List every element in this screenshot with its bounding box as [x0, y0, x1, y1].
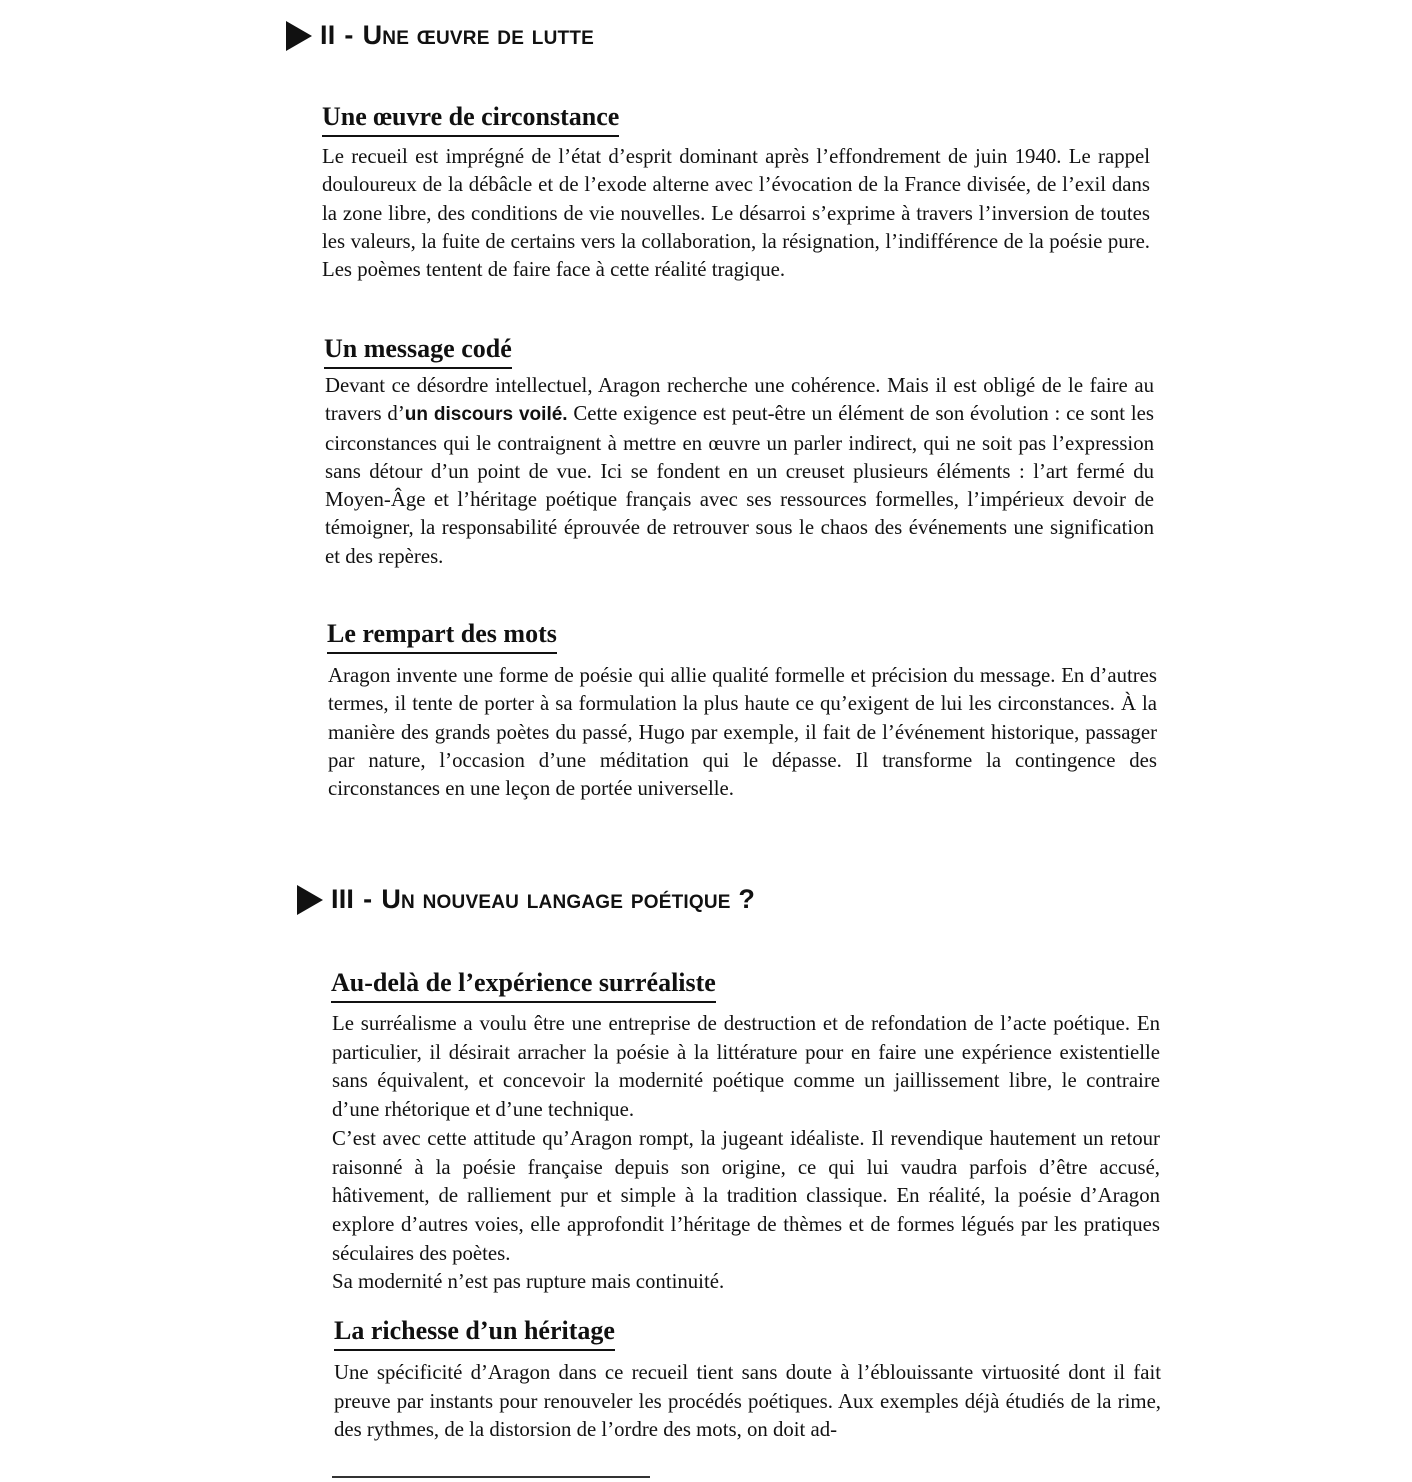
section-numeral: III: [331, 884, 355, 914]
section-numeral: II: [320, 20, 336, 50]
footnote-divider: [332, 1476, 650, 1478]
subsection-title: Au-delà de l’expérience surréaliste: [331, 968, 716, 1003]
paragraph: Aragon invente une forme de poésie qui allie qualité formelle et précision du message. En d’autres termes, il tente de porter à sa formulation la plus haute ce qu’exigent de lui les circonstances. À la manière des grands poètes du passé, Hugo par exemple, il fait de l’événement historique, passager par nature, l’occasion d’une méditation qui le dépasse. Il transforme la contingence des circonstances en une leçon de portée universelle.: [328, 664, 1157, 801]
paragraph: Le surréalisme a voulu être une entreprise de destruction et de refondation de l’acte poétique. En particulier, il désirait arracher la poésie à la littérature pour en faire une expérience existentielle sans équivalent, et concevoir la modernité poétique comme un jaillissement libre, le contraire d’une rhétorique et d’une technique.: [332, 1012, 1160, 1122]
subsection-title: La richesse d’un héritage: [334, 1316, 615, 1351]
paragraph: Le recueil est imprégné de l’état d’esprit dominant après l’effondrement de juin 1940. Le rappel douloureux de la débâcle et de l’exode alterne avec l’évocation de la France divisée, de l’exil dans la zone libre, des conditions de vie nouvelles. Le désarroi s’exprime à travers l’inversion de toutes les valeurs, la fuite de certains vers la collaboration, la résignation, l’indifférence de la poésie pure. Les poèmes tentent de faire face à cette réalité tragique.: [322, 145, 1150, 282]
section-heading-iii: [297, 884, 755, 915]
paragraph: [325, 372, 1154, 571]
section-title: Un nouveau langage poétique ?: [381, 884, 756, 914]
triangle-bullet-icon: [286, 21, 312, 51]
subsection-title: Une œuvre de circonstance: [322, 102, 619, 137]
subsection-title: Le rempart des mots: [327, 619, 557, 654]
paragraph: Une spécificité d’Aragon dans ce recueil tient sans doute à l’éblouissante virtuosité dont il fait preuve par instants pour renouveler les procédés poétiques. Aux exemples déjà étudiés de la rime, des rythmes, de la distorsion de l’ordre des mots, on doit ad-: [334, 1361, 1161, 1442]
emphasized-text: un discours voilé.: [404, 404, 568, 426]
paragraph-text: Devant ce désordre intellectuel, Aragon recherche une cohérence. Mais il est obligé de le faire au travers d’: [325, 374, 1154, 426]
section-separator: -: [344, 20, 354, 50]
section-heading-ii: [286, 20, 594, 51]
subsection-title: Un message codé: [324, 334, 512, 369]
section-title: Une œuvre de lutte: [362, 20, 595, 50]
triangle-bullet-icon: [297, 885, 323, 915]
section-separator: -: [363, 884, 373, 914]
paragraph: Sa modernité n’est pas rupture mais continuité.: [332, 1270, 725, 1293]
paragraph-text: Cette exigence est peut-être un élément de son évolution : ce sont les circonstances qui le contraignent à mettre en œuvre un parler indirect, qui ne soit pas l’expression sans détour d’un point de vue. Ici se fondent en un creuset plusieurs éléments : l’art fermé du Moyen-Âge et l’héritage poétique français avec ses ressources formelles, l’impérieux devoir de témoigner, la responsabilité éprouvée de retrouver sous le chaos des événements une signification et des repères.: [325, 402, 1154, 568]
paragraph: C’est avec cette attitude qu’Aragon rompt, la jugeant idéaliste. Il revendique hautement un retour raisonné à la poésie française depuis son origine, ce qui lui vaudra parfois d’être accusé, hâtivement, de ralliement pur et simple à la tradition classique. En réalité, la poésie d’Aragon explore d’autres voies, elle approfondit l’héritage de thèmes et de formes légués par les pratiques séculaires des poètes.: [332, 1127, 1160, 1265]
